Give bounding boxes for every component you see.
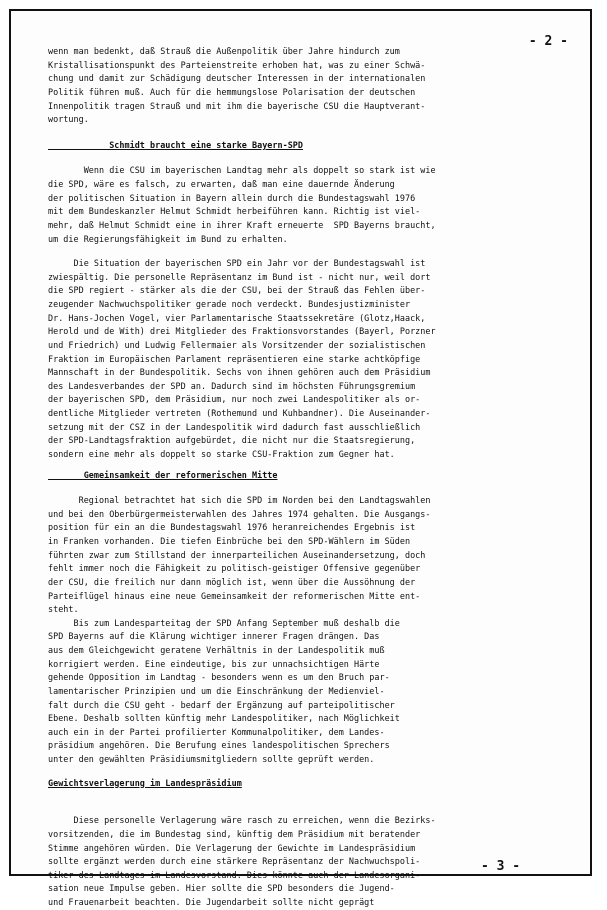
- text-line: sollte ergänzt werden durch eine stärkere Repräsentanz der Nachwuchspoli-: [48, 856, 421, 867]
- document-text: [48, 45, 548, 910]
- text-line: sondern eine mehr als doppelt so starke CSU-Fraktion zum Gegner hat.: [48, 448, 395, 459]
- text-line: und bei den Oberbürgermeisterwahlen des Jahres 1974 gehalten. Die Ausgangs-: [48, 508, 431, 519]
- heading-text: Gemeinsamkeit der reformerischen Mitte: [48, 469, 278, 480]
- text-line: sation neue Impulse geben. Hier sollte die SPD besonders die Jugend-: [48, 883, 395, 894]
- text-line: präsidium angehören. Die Berufung eines landespolitischen Sprechers: [48, 740, 390, 751]
- text-line: Parteiflügel hinaus eine neue Gemeinsamkeit der reformerischen Mitte ent-: [48, 590, 421, 601]
- text-line: Fraktion im Europäischen Parlament repräsentieren eine starke achtköpfige: [48, 353, 421, 364]
- text-line: der bayerischen SPD, dem Präsidium, nur noch zwei Landespolitiker als or-: [48, 394, 421, 405]
- text-line: Diese personelle Verlagerung wäre rasch zu erreichen, wenn die Bezirks-: [48, 815, 436, 826]
- text-line: Stimme angehören würden. Die Verlagerung der Gewichte im Landespräsidium: [48, 842, 416, 853]
- text-line: unter den gewählten Präsidiumsmitgliedern sollte geprüft werden.: [48, 754, 375, 764]
- text-line: um die Regierungsfähigkeit im Bund zu erhalten.: [48, 233, 288, 244]
- text-line: der politischen Situation in Bayern allein durch die Bundestagswahl 1976: [48, 192, 416, 203]
- text-line: die SPD regiert - stärker als die der CSU, bei der Strauß das Fehlen über-: [48, 285, 426, 296]
- text-line: chung und damit zur Schädigung deutscher Interessen in der internationalen: [48, 73, 426, 84]
- text-line: des Landesverbandes der SPD an. Dadurch sind im höchsten Führungsgremium: [48, 380, 416, 391]
- text-line: falt durch die CSU geht - bedarf der Ergänzung auf parteipolitischer: [48, 699, 395, 710]
- heading-text: Gewichtsverlagerung im Landespräsidium: [48, 777, 242, 788]
- paragraph: [48, 494, 548, 767]
- section-heading: [48, 777, 548, 791]
- page-number-bottom: - 3 -: [481, 859, 521, 874]
- text-line: setzung mit der CSZ in der Landespolitik wird dadurch fast ausschließlich: [48, 421, 421, 432]
- text-line: führten zwar zum Stillstand der innerparteilichen Auseinandersetzung, doch: [48, 549, 426, 560]
- text-line: und Frauenarbeit beachten. Die Jugendarbeit sollte nicht geprägt: [48, 897, 375, 907]
- page-number-top: - 2 -: [528, 34, 568, 49]
- document-page: [9, 9, 592, 907]
- text-line: Dr. Hans-Jochen Vogel, vier Parlamentarische Staatssekretäre (Glotz,Haack,: [48, 312, 426, 323]
- text-line: der CSU, die freilich nur dann möglich ist, wenn über die Aussöhnung der: [48, 576, 416, 587]
- text-line: gehende Opposition im Landtag - besonders wenn es um den Bruch par-: [48, 672, 390, 683]
- text-line: mit dem Bundeskanzler Helmut Schmidt herbeiführen kann. Richtig ist viel-: [48, 206, 421, 217]
- text-line: aus dem Gleichgewicht geratene Verhältnis in der Landespolitik muß: [48, 645, 385, 655]
- text-line: wortung.: [48, 114, 89, 125]
- section-heading: [48, 139, 548, 153]
- text-line: fehlt immer noch die Fähigkeit zu politisch-geistiger Offensive gegenüber: [48, 563, 421, 574]
- text-line: mehr, daß Helmut Schmidt eine in ihrer Kraft erneuerte SPD Bayerns braucht,: [48, 219, 436, 230]
- section-heading: [48, 469, 548, 483]
- text-line: Regional betrachtet hat sich die SPD im Norden bei den Landtagswahlen: [48, 495, 431, 506]
- text-line: lamentarischer Prinzipien und um die Einschränkung der Medienviel-: [48, 685, 385, 696]
- text-line: Herold und de With) drei Mitglieder des Fraktionsvorstandes (Bayerl, Porzner: [48, 326, 436, 337]
- text-line: in Franken vorhanden. Die tiefen Einbrüche bei den SPD-Wählern im Süden: [48, 536, 411, 546]
- paragraph: [48, 814, 548, 909]
- text-line: Die Situation der bayerischen SPD ein Jahr vor der Bundestagswahl ist: [48, 258, 426, 269]
- text-line: Kristallisationspunkt des Parteienstreite erhoben hat, was zu einer Schwä-: [48, 59, 426, 70]
- text-line: zeugender Nachwuchspolitiker gerade noch verdeckt. Bundesjustizminister: [48, 299, 411, 309]
- text-line: Bis zum Landesparteitag der SPD Anfang September muß deshalb die: [48, 617, 400, 628]
- text-line: tiker des Landtages im Landesvorstand. Dies könnte auch der Landesorgani-: [48, 869, 421, 880]
- paragraph-intro: [48, 45, 548, 127]
- text-line: zwiespältig. Die personelle Repräsentanz im Bund ist - nicht nur, weil dort: [48, 271, 431, 282]
- text-line: Politik führen muß. Auch für die hemmungslose Polarisation der deutschen: [48, 86, 416, 97]
- text-line: Mannschaft in der Bundespolitik. Sechs von ihnen gehören auch dem Präsidium: [48, 367, 431, 378]
- text-line: Ebene. Deshalb sollten künftig mehr Landespolitiker, nach Möglichkeit: [48, 713, 400, 724]
- text-line: und Friedrich) und Ludwig Fellermaier als Vorsitzender der sozialistischen: [48, 339, 426, 350]
- text-line: position für ein an die Bundestagswahl 1976 heranreichendes Ergebnis ist: [48, 522, 416, 533]
- text-line: wenn man bedenkt, daß Strauß die Außenpolitik über Jahre hindurch zum: [48, 46, 400, 56]
- text-line: korrigiert werden. Eine eindeutige, bis zur unnachsichtigen Härte: [48, 658, 380, 669]
- text-line: auch ein in der Partei profilierter Kommunalpolitiker, dem Landes-: [48, 726, 385, 737]
- paragraph: [48, 257, 548, 461]
- text-line: Innenpolitik tragen Strauß und mit ihm die bayerische CSU die Hauptverant-: [48, 100, 426, 111]
- text-line: Wenn die CSU im bayerischen Landtag mehr als doppelt so stark ist wie: [48, 165, 436, 176]
- heading-text: Schmidt braucht eine starke Bayern-SPD: [48, 139, 303, 150]
- text-line: vorsitzenden, die im Bundestag sind, künftig dem Präsidium mit beratender: [48, 828, 421, 839]
- text-line: dentliche Mitglieder vertreten (Rothemund und Kuhbandner). Die Auseinander-: [48, 408, 431, 418]
- text-line: steht.: [48, 604, 79, 615]
- text-line: die SPD, wäre es falsch, zu erwarten, daß man eine dauernde Änderung: [48, 179, 395, 189]
- text-line: der SPD-Landtagsfraktion aufgebürdet, die nicht nur die Staatsregierung,: [48, 435, 416, 446]
- text-line: SPD Bayerns auf die Klärung wichtiger innerer Fragen drängen. Das: [48, 631, 380, 642]
- paragraph: [48, 164, 548, 246]
